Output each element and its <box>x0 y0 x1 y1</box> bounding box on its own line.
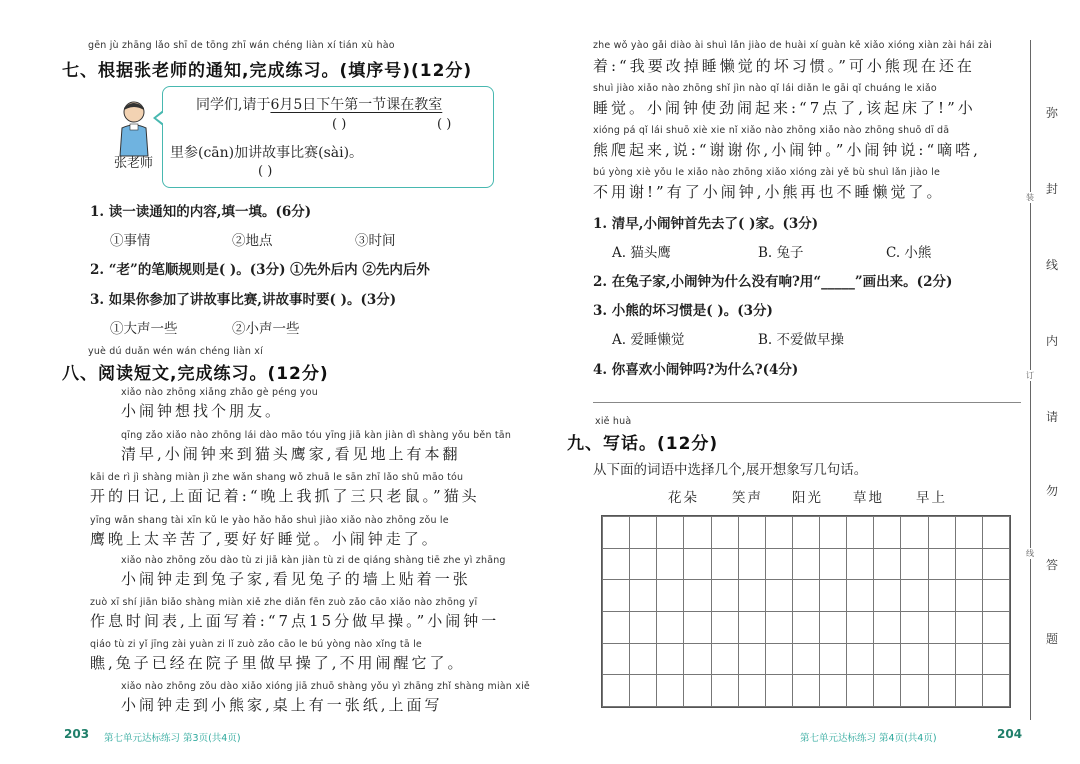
notice-paren-1[interactable]: ( ) <box>332 117 347 132</box>
grid-cell[interactable] <box>684 580 711 612</box>
s7-question-3: 3. 如果你参加了讲故事比赛,讲故事时要( )。(3分) <box>90 292 397 308</box>
grid-cell[interactable] <box>711 675 738 707</box>
grid-cell[interactable] <box>982 580 1009 612</box>
margin-char-4: 内 <box>1046 334 1059 348</box>
notice-bubble-tail-inner <box>156 112 164 124</box>
section9-instruction: 从下面的词语中选择几个,展开想象写几句话。 <box>593 462 868 478</box>
passage-pinyin-4: yīng wǎn shang tài xīn kǔ le yào hǎo hǎo shuì jiào xiǎo nào zhōng zǒu le <box>90 515 449 526</box>
notice-paren-2[interactable]: ( ) <box>437 117 452 132</box>
grid-cell[interactable] <box>657 611 684 643</box>
s8-q1-option-c[interactable]: C. 小熊 <box>886 245 932 261</box>
grid-cell[interactable] <box>982 517 1009 549</box>
margin-char-6: 勿 <box>1046 484 1059 498</box>
s8-q3-option-a[interactable]: A. 爱睡懒觉 <box>612 332 685 348</box>
word-option-2: 笑声 <box>732 490 763 506</box>
grid-cell[interactable] <box>792 643 819 675</box>
word-option-1: 花朵 <box>668 490 699 506</box>
passage-line-5: 小闹钟走到兔子家,看见兔子的墙上贴着一张 <box>121 570 471 588</box>
grid-cell[interactable] <box>792 517 819 549</box>
grid-cell[interactable] <box>603 611 630 643</box>
grid-cell[interactable] <box>630 548 657 580</box>
grid-cell[interactable] <box>684 611 711 643</box>
grid-cell[interactable] <box>765 611 792 643</box>
passage-cont-line-2: 睡觉。小闹钟使劲闹起来:“7点了,该起床了!”小 <box>593 99 976 117</box>
grid-cell[interactable] <box>874 548 901 580</box>
grid-cell[interactable] <box>928 517 955 549</box>
grid-cell[interactable] <box>684 548 711 580</box>
margin-char-1: 弥 <box>1046 106 1059 120</box>
grid-cell[interactable] <box>901 517 928 549</box>
s7-question-2: 2. “老”的笔顺规则是( )。(3分) ①先外后内 ②先内后外 <box>90 262 430 278</box>
word-option-5: 早上 <box>916 490 947 506</box>
grid-cell[interactable] <box>874 675 901 707</box>
grid-cell[interactable] <box>847 548 874 580</box>
margin-mark-2: 订 <box>1026 371 1034 380</box>
passage-line-6: 作息时间表,上面写着:“7点15分做早操。”小闹钟一 <box>90 612 500 630</box>
grid-cell[interactable] <box>603 580 630 612</box>
section8-pinyin: yuè dú duǎn wén wán chéng liàn xí <box>88 346 263 357</box>
grid-cell[interactable] <box>738 580 765 612</box>
grid-cell[interactable] <box>603 675 630 707</box>
grid-row <box>603 517 1010 549</box>
grid-cell[interactable] <box>901 643 928 675</box>
grid-cell[interactable] <box>765 580 792 612</box>
s7-q3-option-2[interactable]: ②小声一些 <box>232 321 300 337</box>
passage-cont-pinyin-4: bú yòng xiè yǒu le xiǎo nào zhōng xiǎo xióng zài yě bù shuì lǎn jiào le <box>593 167 941 178</box>
grid-row <box>603 643 1010 675</box>
section7-title: 七、根据张老师的通知,完成练习。(填序号)(12分) <box>62 61 473 81</box>
grid-cell[interactable] <box>630 517 657 549</box>
notice-paren-3[interactable]: ( ) <box>258 164 273 179</box>
grid-cell[interactable] <box>765 548 792 580</box>
passage-pinyin-1: xiǎo nào zhōng xiǎng zhǎo gè péng you <box>121 387 318 398</box>
answer-line[interactable] <box>593 402 1021 403</box>
margin-char-5: 请 <box>1046 410 1059 424</box>
passage-pinyin-6: zuò xī shí jiān biǎo shàng miàn xiě zhe diǎn fēn zuò zǎo cāo xiǎo nào zhōng yī <box>90 597 478 608</box>
grid-cell[interactable] <box>630 580 657 612</box>
word-option-4: 草地 <box>853 490 884 506</box>
right-page-number: 204 <box>997 727 1023 741</box>
s8-question-4: 4. 你喜欢小闹钟吗?为什么?(4分) <box>593 362 799 378</box>
passage-pinyin-7: qiáo tù zi yǐ jīng zài yuàn zi lǐ zuò zǎo cāo le bú yòng nào xǐng tā le <box>90 639 422 650</box>
grid-cell[interactable] <box>738 548 765 580</box>
passage-cont-pinyin-1: zhe wǒ yào gǎi diào ài shuì lǎn jiào de huài xí guàn kě xiǎo xióng xiàn zài hái zài <box>593 40 992 51</box>
passage-cont-pinyin-2: shuì jiào xiǎo nào zhōng shǐ jìn nào qǐ lái diǎn le gāi qǐ chuáng le xiǎo <box>593 83 937 94</box>
grid-cell[interactable] <box>928 580 955 612</box>
grid-cell[interactable] <box>603 548 630 580</box>
passage-pinyin-5: xiǎo nào zhōng zǒu dào tù zi jiā kàn jiàn tù zi de qiáng shàng tiē zhe yì zhāng <box>121 555 506 566</box>
grid-cell[interactable] <box>711 517 738 549</box>
grid-cell[interactable] <box>684 643 711 675</box>
section7-pinyin: gēn jù zhāng lǎo shī de tōng zhī wán chéng liàn xí tián xù hào <box>88 40 395 51</box>
passage-cont-pinyin-3: xióng pá qǐ lái shuō xiè xie nǐ xiǎo nào zhōng xiǎo nào zhōng shuō dī dā <box>593 125 950 136</box>
grid-cell[interactable] <box>928 675 955 707</box>
grid-cell[interactable] <box>684 517 711 549</box>
grid-cell[interactable] <box>847 643 874 675</box>
grid-cell[interactable] <box>820 517 847 549</box>
grid-cell[interactable] <box>847 580 874 612</box>
grid-cell[interactable] <box>738 643 765 675</box>
passage-cont-line-1: 着:“我要改掉睡懒觉的坏习惯。”可小熊现在还在 <box>593 57 975 75</box>
section8-title: 八、阅读短文,完成练习。(12分) <box>62 364 329 384</box>
s7-q1-option-3[interactable]: ③时间 <box>355 233 396 249</box>
grid-row <box>603 675 1010 707</box>
s7-q1-option-2[interactable]: ②地点 <box>232 233 273 249</box>
s8-q3-option-b[interactable]: B. 不爱做早操 <box>758 332 845 348</box>
word-option-3: 阳光 <box>792 490 823 506</box>
grid-cell[interactable] <box>792 580 819 612</box>
passage-pinyin-3: kāi de rì jì shàng miàn jì zhe wǎn shang wǒ zhuā le sān zhī lǎo shǔ māo tóu <box>90 472 464 483</box>
grid-cell[interactable] <box>792 611 819 643</box>
margin-char-3: 线 <box>1046 258 1059 272</box>
grid-cell[interactable] <box>820 675 847 707</box>
passage-pinyin-8: xiǎo nào zhōng zǒu dào xiǎo xióng jiā zhuō shàng yǒu yì zhāng zhǐ shàng miàn xiě <box>121 681 530 692</box>
grid-row <box>603 580 1010 612</box>
grid-cell[interactable] <box>955 580 982 612</box>
left-footer-label: 第七单元达标练习 第3页(共4页) <box>104 733 241 744</box>
s8-question-3: 3. 小熊的坏习惯是( )。(3分) <box>593 303 773 319</box>
grid-cell[interactable] <box>738 611 765 643</box>
grid-cell[interactable] <box>928 643 955 675</box>
grid-cell[interactable] <box>901 675 928 707</box>
s8-question-2: 2. 在兔子家,小闹钟为什么没有响?用“_____”画出来。(2分) <box>593 274 953 290</box>
section9-pinyin: xiě huà <box>595 416 632 427</box>
notice-date-location: 6月5日下午第一节课在教室 <box>270 97 443 113</box>
grid-cell[interactable] <box>901 548 928 580</box>
grid-cell[interactable] <box>928 611 955 643</box>
grid-cell[interactable] <box>982 611 1009 643</box>
grid-cell[interactable] <box>792 675 819 707</box>
s8-q1-option-b[interactable]: B. 兔子 <box>758 245 804 261</box>
grid-cell[interactable] <box>657 517 684 549</box>
grid-cell[interactable] <box>982 548 1009 580</box>
grid-cell[interactable] <box>765 517 792 549</box>
grid-cell[interactable] <box>657 548 684 580</box>
margin-mark-1: 装 <box>1026 193 1034 202</box>
grid-cell[interactable] <box>657 643 684 675</box>
grid-cell[interactable] <box>874 643 901 675</box>
right-footer-label: 第七单元达标练习 第4页(共4页) <box>800 733 937 744</box>
passage-line-7: 瞧,兔子已经在院子里做早操了,不用闹醒它了。 <box>90 654 466 672</box>
grid-row <box>603 611 1010 643</box>
grid-cell[interactable] <box>955 517 982 549</box>
grid-cell[interactable] <box>603 517 630 549</box>
grid-cell[interactable] <box>955 611 982 643</box>
grid-cell[interactable] <box>820 611 847 643</box>
writing-grid[interactable] <box>601 515 1011 708</box>
notice-line1 <box>196 94 442 114</box>
passage-line-4: 鹰晚上太辛苦了,要好好睡觉。小闹钟走了。 <box>90 530 440 548</box>
passage-line-1: 小闹钟想找个朋友。 <box>121 402 284 420</box>
passage-line-8: 小闹钟走到小熊家,桌上有一张纸,上面写 <box>121 696 443 714</box>
grid-cell[interactable] <box>928 548 955 580</box>
passage-line-2: 清早,小闹钟来到猫头鹰家,看见地上有本翻 <box>121 445 461 463</box>
grid-cell[interactable] <box>955 675 982 707</box>
margin-mark-3: 线 <box>1026 549 1034 558</box>
s7-q1-option-1[interactable]: ①事情 <box>110 233 151 249</box>
left-page-number: 203 <box>64 727 90 741</box>
s7-question-1: 1. 读一读通知的内容,填一填。(6分) <box>90 204 312 220</box>
grid-cell[interactable] <box>657 675 684 707</box>
grid-cell[interactable] <box>765 643 792 675</box>
grid-cell[interactable] <box>982 675 1009 707</box>
passage-line-3: 开的日记,上面记着:“晚上我抓了三只老鼠。”猫头 <box>90 487 480 505</box>
teacher-label: 张老师 <box>114 156 154 171</box>
margin-char-2: 封 <box>1046 182 1059 196</box>
grid-cell[interactable] <box>630 611 657 643</box>
grid-cell[interactable] <box>820 548 847 580</box>
grid-cell[interactable] <box>711 548 738 580</box>
grid-cell[interactable] <box>901 611 928 643</box>
grid-cell[interactable] <box>792 548 819 580</box>
teacher-figure-icon <box>112 98 156 158</box>
grid-cell[interactable] <box>874 580 901 612</box>
passage-pinyin-2: qīng zǎo xiǎo nào zhōng lái dào māo tóu yīng jiā kàn jiàn dì shàng yǒu běn tān <box>121 430 512 441</box>
grid-cell[interactable] <box>603 643 630 675</box>
grid-row <box>603 548 1010 580</box>
grid-cell[interactable] <box>847 675 874 707</box>
grid-cell[interactable] <box>901 580 928 612</box>
grid-cell[interactable] <box>955 643 982 675</box>
margin-char-8: 题 <box>1046 632 1059 646</box>
s7-q3-option-1[interactable]: ①大声一些 <box>110 321 178 337</box>
grid-cell[interactable] <box>765 675 792 707</box>
grid-cell[interactable] <box>711 643 738 675</box>
grid-cell[interactable] <box>847 517 874 549</box>
notice-line2: 里参(cān)加讲故事比赛(sài)。 <box>170 145 364 161</box>
passage-cont-line-3: 熊爬起来,说:“谢谢你,小闹钟。”小闹钟说:“嘀嗒, <box>593 141 981 159</box>
grid-cell[interactable] <box>820 643 847 675</box>
grid-cell[interactable] <box>738 517 765 549</box>
grid-cell[interactable] <box>820 580 847 612</box>
grid-cell[interactable] <box>874 611 901 643</box>
grid-cell[interactable] <box>711 580 738 612</box>
s8-q1-option-a[interactable]: A. 猫头鹰 <box>612 245 671 261</box>
grid-cell[interactable] <box>738 675 765 707</box>
s8-question-1: 1. 清早,小闹钟首先去了( )家。(3分) <box>593 216 819 232</box>
margin-char-7: 答 <box>1046 558 1059 572</box>
notice-intro: 同学们,请于 <box>196 97 271 113</box>
grid-cell[interactable] <box>657 580 684 612</box>
section9-title: 九、写话。(12分) <box>567 434 719 454</box>
passage-cont-line-4: 不用谢!”有了小闹钟,小熊再也不睡懒觉了。 <box>593 183 945 201</box>
grid-cell[interactable] <box>630 675 657 707</box>
grid-cell[interactable] <box>847 611 874 643</box>
grid-cell[interactable] <box>982 643 1009 675</box>
grid-cell[interactable] <box>711 611 738 643</box>
grid-cell[interactable] <box>955 548 982 580</box>
grid-cell[interactable] <box>874 517 901 549</box>
grid-cell[interactable] <box>630 643 657 675</box>
grid-cell[interactable] <box>684 675 711 707</box>
